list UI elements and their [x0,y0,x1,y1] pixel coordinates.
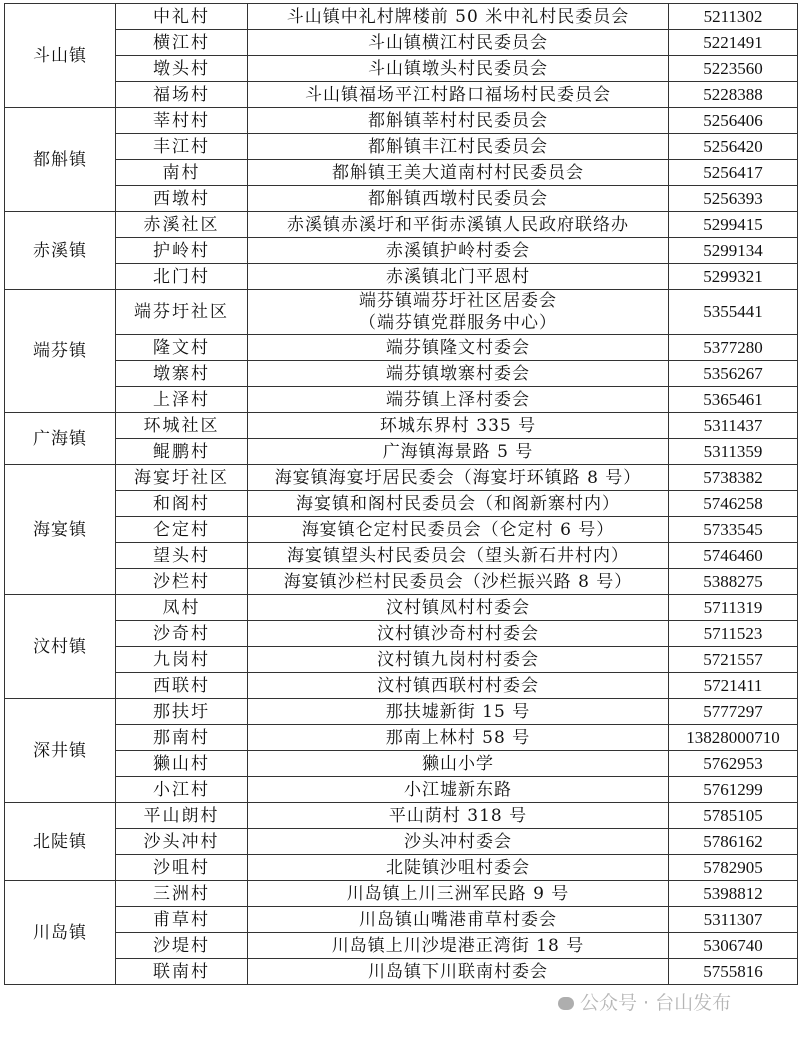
phone-cell: 5221491 [669,30,798,56]
village-cell: 隆文村 [116,335,248,361]
address-cell [248,725,669,751]
village-cell: 凤村 [116,595,248,621]
phone-cell: 5785105 [669,803,798,829]
table-row [5,647,798,673]
address-cell [248,543,669,569]
table-row [5,595,798,621]
town-cell: 广海镇 [5,413,116,465]
address-line: 赤溪镇赤溪圩和平街赤溪镇人民政府联络办 [287,214,629,235]
address-cell [248,855,669,881]
address-line: 川岛镇上川三洲军民路 9 号 [346,883,570,904]
village-cell: 沙奇村 [116,621,248,647]
address-cell [248,335,669,361]
phone-cell: 5398812 [669,881,798,907]
phone-cell: 5228388 [669,82,798,108]
table-row [5,212,798,238]
address-cell [248,777,669,803]
address-cell [248,264,669,290]
address-cell [248,517,669,543]
address-line: 汶村镇沙奇村村委会 [377,623,539,644]
address-line: 小江墟新东路 [404,779,512,800]
village-cell: 莘村村 [116,108,248,134]
address-cell [248,569,669,595]
phone-cell: 5299321 [669,264,798,290]
table-row [5,82,798,108]
address-line: 端芬镇隆文村委会 [386,337,530,358]
table-row [5,465,798,491]
table-row [5,387,798,413]
address-line: 斗山镇墩头村民委员会 [368,58,548,79]
table-row [5,959,798,985]
address-line: 环城东界村 335 号 [379,415,537,436]
village-cell: 仑定村 [116,517,248,543]
address-line: 都斛镇王美大道南村村民委员会 [332,162,584,183]
address-cell [248,413,669,439]
table-row [5,361,798,387]
table-row [5,108,798,134]
village-cell: 墩寨村 [116,361,248,387]
phone-cell: 13828000710 [669,725,798,751]
address-line: 川岛镇上川沙堤港正湾街 18 号 [331,935,585,956]
village-cell: 墩头村 [116,56,248,82]
town-cell: 汶村镇 [5,595,116,699]
phone-cell: 5388275 [669,569,798,595]
village-cell: 沙堤村 [116,933,248,959]
phone-cell: 5786162 [669,829,798,855]
phone-cell: 5256406 [669,108,798,134]
village-cell: 横江村 [116,30,248,56]
village-cell: 獭山村 [116,751,248,777]
phone-cell: 5311359 [669,439,798,465]
address-cell [248,933,669,959]
table-row [5,907,798,933]
address-line: 北陡镇沙咀村委会 [386,857,530,878]
address-line: 平山荫村 318 号 [388,805,528,826]
address-cell [248,186,669,212]
village-cell: 丰江村 [116,134,248,160]
phone-cell: 5777297 [669,699,798,725]
table-row [5,264,798,290]
address-cell [248,82,669,108]
table-row [5,30,798,56]
village-cell: 上泽村 [116,387,248,413]
address-cell [248,621,669,647]
table-row [5,335,798,361]
watermark [558,988,731,1015]
address-line: 都斛镇西墩村民委员会 [368,188,548,209]
table-row [5,238,798,264]
town-cell: 海宴镇 [5,465,116,595]
town-cell: 斗山镇 [5,4,116,108]
town-cell: 赤溪镇 [5,212,116,290]
watermark-text: 公众号 · 台山发布 [580,992,732,1014]
table-row [5,777,798,803]
address-cell [248,647,669,673]
town-cell: 都斛镇 [5,108,116,212]
address-cell [248,290,669,335]
table-row [5,855,798,881]
table-row [5,725,798,751]
town-cell: 端芬镇 [5,290,116,413]
table-row [5,290,798,335]
village-cell: 沙头冲村 [116,829,248,855]
table-body [5,4,798,985]
phone-cell: 5356267 [669,361,798,387]
village-cell: 小江村 [116,777,248,803]
address-line: 端芬镇端芬圩社区居委会 [359,291,557,311]
address-line: 海宴镇和阁村民委员会（和阁新寨村内） [296,493,620,514]
address-line: 川岛镇下川联南村委会 [368,961,548,982]
address-line: 那南上林村 58 号 [385,727,531,748]
address-cell [248,387,669,413]
address-cell [248,134,669,160]
table-row [5,881,798,907]
address-line: 川岛镇山嘴港甫草村委会 [359,909,557,930]
village-cell: 北门村 [116,264,248,290]
phone-cell: 5299415 [669,212,798,238]
address-line: （端芬镇党群服务中心） [359,313,557,333]
address-line: 斗山镇横江村民委员会 [368,32,548,53]
table-row [5,673,798,699]
address-cell [248,30,669,56]
village-cell: 鲲鹏村 [116,439,248,465]
town-cell: 川岛镇 [5,881,116,985]
address-line: 汶村镇西联村村委会 [377,675,539,696]
phone-cell: 5746460 [669,543,798,569]
address-line: 斗山镇中礼村牌楼前 50 米中礼村民委员会 [286,6,630,27]
table-row [5,933,798,959]
village-cell: 望头村 [116,543,248,569]
table-row [5,751,798,777]
address-cell [248,673,669,699]
address-cell [248,829,669,855]
village-cell: 甫草村 [116,907,248,933]
phone-cell: 5746258 [669,491,798,517]
address-cell [248,465,669,491]
address-line: 赤溪镇北门平恩村 [386,266,530,287]
address-cell [248,361,669,387]
phone-cell: 5733545 [669,517,798,543]
phone-cell: 5256417 [669,160,798,186]
address-line: 海宴镇望头村民委员会（望头新石井村内） [287,545,629,566]
table-row [5,803,798,829]
address-cell [248,803,669,829]
village-cell: 西联村 [116,673,248,699]
address-line: 汶村镇凤村村委会 [386,597,530,618]
phone-cell: 5761299 [669,777,798,803]
table-row [5,621,798,647]
phone-cell: 5311307 [669,907,798,933]
address-cell [248,491,669,517]
address-line: 那扶墟新街 15 号 [385,701,531,722]
address-line: 海宴镇仑定村民委员会（仑定村 6 号） [301,519,615,540]
phone-cell: 5711523 [669,621,798,647]
address-line: 端芬镇上泽村委会 [386,389,530,410]
village-cell: 那南村 [116,725,248,751]
address-cell [248,4,669,30]
village-cell: 南村 [116,160,248,186]
address-cell [248,108,669,134]
address-cell [248,907,669,933]
phone-cell: 5256393 [669,186,798,212]
address-line: 端芬镇墩寨村委会 [386,363,530,384]
address-line: 广海镇海景路 5 号 [382,441,534,462]
address-line: 海宴镇沙栏村民委员会（沙栏振兴路 8 号） [283,571,633,592]
town-cell: 深井镇 [5,699,116,803]
village-cell: 西墩村 [116,186,248,212]
village-cell: 沙栏村 [116,569,248,595]
phone-cell: 5738382 [669,465,798,491]
table-row [5,186,798,212]
village-cell: 护岭村 [116,238,248,264]
village-cell: 端芬圩社区 [116,290,248,335]
table-row [5,4,798,30]
phone-cell: 5782905 [669,855,798,881]
village-cell: 福场村 [116,82,248,108]
table-row [5,439,798,465]
address-cell [248,751,669,777]
village-cell: 九岗村 [116,647,248,673]
village-cell: 那扶圩 [116,699,248,725]
address-cell [248,595,669,621]
phone-cell: 5355441 [669,290,798,335]
address-cell [248,238,669,264]
phone-cell: 5311437 [669,413,798,439]
address-line: 沙头冲村委会 [404,831,512,852]
address-cell [248,881,669,907]
village-cell: 平山朗村 [116,803,248,829]
table-row [5,56,798,82]
table-row [5,699,798,725]
phone-cell: 5211302 [669,4,798,30]
table-row [5,160,798,186]
address-cell [248,699,669,725]
village-cell: 环城社区 [116,413,248,439]
address-line: 獭山小学 [422,753,494,774]
table-row [5,543,798,569]
table-row [5,569,798,595]
phone-cell: 5755816 [669,959,798,985]
address-line: 赤溪镇护岭村委会 [386,240,530,261]
village-cell: 赤溪社区 [116,212,248,238]
address-line: 汶村镇九岗村村委会 [377,649,539,670]
table-row [5,491,798,517]
phone-cell: 5711319 [669,595,798,621]
table-row [5,134,798,160]
address-cell [248,56,669,82]
address-cell [248,160,669,186]
table-row [5,829,798,855]
phone-cell: 5306740 [669,933,798,959]
address-cell [248,212,669,238]
village-cell: 联南村 [116,959,248,985]
phone-cell: 5762953 [669,751,798,777]
address-line: 斗山镇福场平江村路口福场村民委员会 [305,84,611,105]
table-row [5,517,798,543]
village-cell: 海宴圩社区 [116,465,248,491]
town-cell: 北陡镇 [5,803,116,881]
village-cell: 中礼村 [116,4,248,30]
phone-cell: 5223560 [669,56,798,82]
table-row [5,413,798,439]
village-cell: 三洲村 [116,881,248,907]
phone-cell: 5721411 [669,673,798,699]
address-line: 都斛镇莘村村民委员会 [368,110,548,131]
contacts-table [4,3,798,985]
phone-cell: 5377280 [669,335,798,361]
address-line: 都斛镇丰江村民委员会 [368,136,548,157]
address-cell [248,959,669,985]
address-cell [248,439,669,465]
phone-cell: 5365461 [669,387,798,413]
phone-cell: 5299134 [669,238,798,264]
phone-cell: 5721557 [669,647,798,673]
village-cell: 沙咀村 [116,855,248,881]
wechat-icon [558,997,574,1010]
address-line: 海宴镇海宴圩居民委会（海宴圩环镇路 8 号） [274,467,642,488]
phone-cell: 5256420 [669,134,798,160]
village-cell: 和阁村 [116,491,248,517]
